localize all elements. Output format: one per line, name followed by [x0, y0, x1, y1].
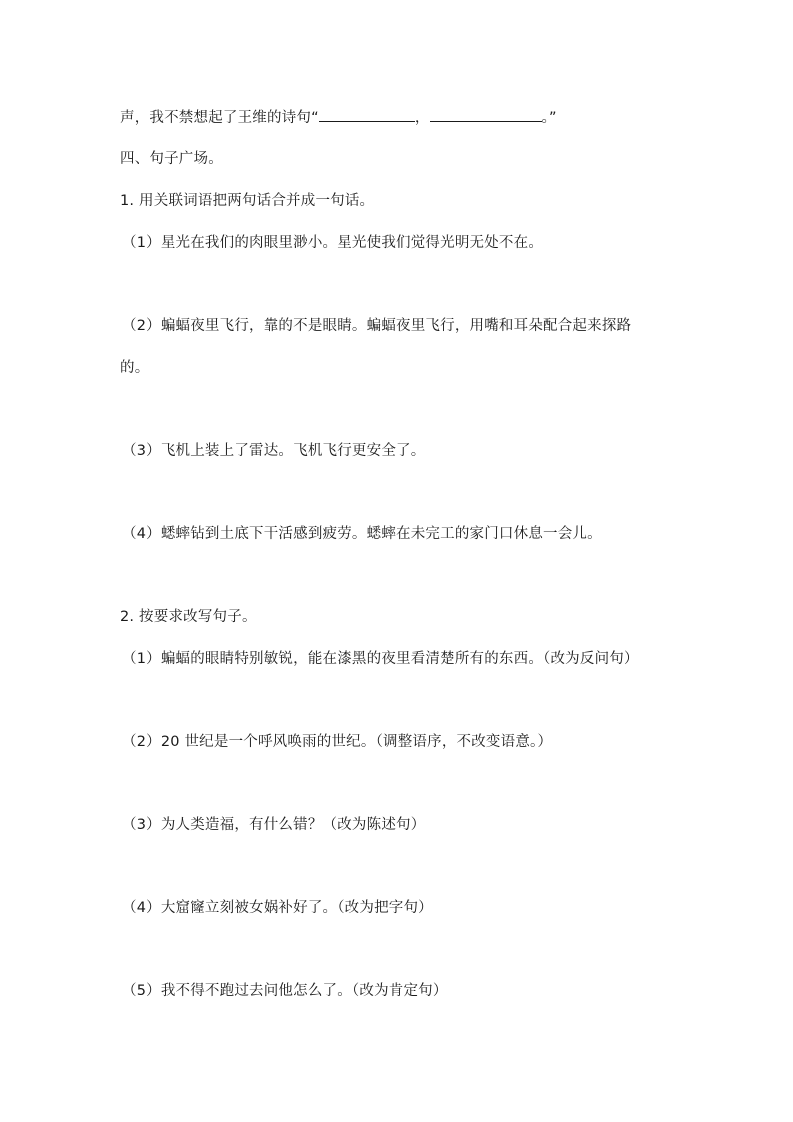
- part1-item-2: （2）蝙蝠夜里飞行，靠的不是眼睛。蝙蝠夜里飞行，用嘴和耳朵配合起来探路: [122, 318, 632, 334]
- part2-item-4: （4）大窟窿立刻被女娲补好了。（改为把字句）: [122, 900, 433, 916]
- part2-item-1: （1）蝙蝠的眼睛特别敏锐，能在漆黑的夜里看清楚所有的东西。（改为反问句）: [122, 651, 639, 667]
- part2-item-2: （2）20 世纪是一个呼风唤雨的世纪。（调整语序，不改变语意。）: [122, 734, 553, 750]
- section-title: 四、句子广场。: [120, 151, 223, 167]
- part1-title: 1. 用关联词语把两句话合并成一句话。: [120, 193, 375, 209]
- poem-blank-2[interactable]: [430, 107, 542, 122]
- part1-item-2-cont: 的。: [120, 360, 150, 376]
- poem-blank-1[interactable]: [319, 107, 415, 122]
- part1-item-3: （3）飞机上装上了雷达。飞机飞行更安全了。: [122, 443, 426, 459]
- poem-line-text: 声，我不禁想起了王维的诗句“: [120, 110, 319, 126]
- part2-title: 2. 按要求改写句子。: [120, 609, 257, 625]
- part1-item-4: （4）蟋蟀钻到土底下干活感到疲劳。蟋蟀在未完工的家门口休息一会儿。: [122, 526, 602, 542]
- poem-line-end: 。”: [541, 110, 557, 126]
- poem-fill-line: [120, 107, 557, 128]
- part2-item-5: （5）我不得不跑过去问他怎么了。（改为肯定句）: [122, 983, 448, 999]
- part1-item-1: （1）星光在我们的肉眼里渺小。星光使我们觉得光明无处不在。: [122, 235, 544, 251]
- poem-separator: ，: [414, 110, 430, 126]
- part2-item-3: （3）为人类造福，有什么错？（改为陈述句）: [122, 817, 426, 833]
